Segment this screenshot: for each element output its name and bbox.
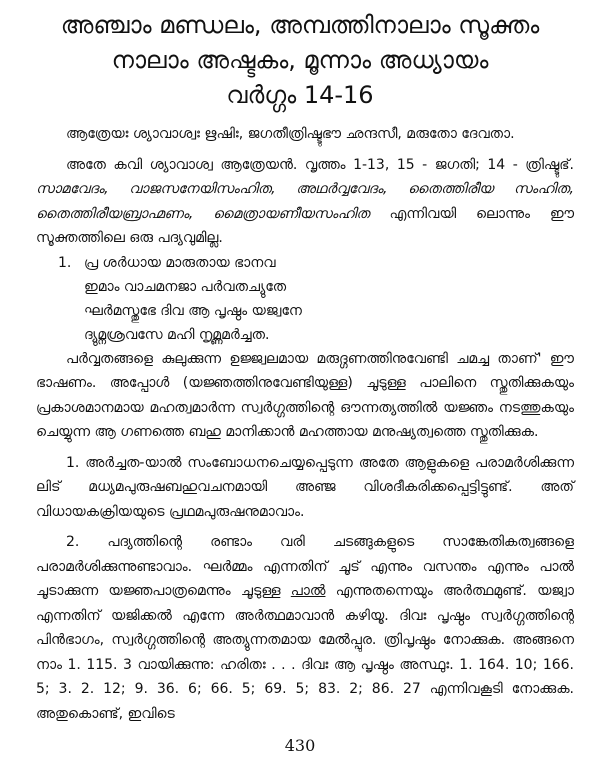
- commentary-paragraph-2: 1. അർച്ചത-യാൽ സംബോധനചെയ്യപ്പെടുന്ന അതേ ആളുകളെ പരാമർശിക്കുന്ന ലിട് മധ്യമപുരുഷബഹുവചനമായി അഞ്ജ വിശദീകരിക്കപ്പെട്ടിട്ടുണ്ട്. അത് വിധായകക്രിയയുടെ പ്രഥമപുരുഷനുമാവാം.: [36, 454, 574, 520]
- heading-ashtaka: നാലാം അഷ്ടകം, മൂന്നാം അധ്യായം: [111, 46, 489, 74]
- intro-p2-start: അതേ കവി ശ്യാവാശ്വ ആത്രേയൻ. വൃത്തം 1-13, 15 - ജഗതി; 14 - ത്രിഷ്ടുഭ്.: [66, 156, 574, 173]
- verse-line-3: ഘർമസ്തുഭേ ദിവ ആ പൃഷ്ഠം യജ്വനേ: [84, 302, 302, 319]
- underlined-word: പാൽ: [290, 583, 326, 599]
- intro-paragraph-1: ആത്രേയഃ ശ്യാവാശ്വഃ ഋഷിഃ, ജഗതീത്രിഷ്ടുഭൗ ഛന്ദസീ, മരുതോ ദേവതാ.: [66, 126, 515, 142]
- body-text: [36, 122, 574, 726]
- verse-number: 1.: [58, 254, 72, 271]
- intro-paragraph-2: [36, 153, 574, 251]
- verse-line-4: ദ്യുമ്നശ്രവസേ മഹി നൃമ്ണമർച്ചത.: [84, 326, 270, 343]
- heading-mandala: അഞ്ചാം മണ്ഡലം, അമ്പത്തിനാലാം സൂക്തം: [60, 11, 540, 39]
- verse-line-1: 1. പ്ര ശർധായ മാരുതായ ഭാനവ: [58, 251, 574, 275]
- intro-p2-italic-sources: സാമവേദം, വാജസനേയിസംഹിത, അഥർവ്വവേദം, തൈത്തിരീയ സംഹിത, തൈത്തിരീയബ്രാഹ്മണം, മൈത്രായണീയസംഹിത: [36, 181, 574, 222]
- verse-line-2: ഇമാം വാചമനജാ പർവതച്യുതേ: [84, 278, 287, 295]
- verse-block: [36, 251, 574, 347]
- intro-p2-end: എന്നിവയി ലൊന്നും ഈ സൂക്തത്തിലെ ഒരു പദ്യവുമില്ല.: [36, 205, 575, 246]
- commentary-paragraph-3: 2. പദ്യത്തിന്റെ രണ്ടാം വരി ചടങ്ങുകളുടെ സാങ്കേതികത്വങ്ങളെ പരാമർശിക്കുന്നുണ്ടാവാം. ഘർമ്മം എന്നതിന് ചൂട് എന്നും വസന്തം എന്നും പാൽ ചൂടാക്കുന്ന യജ്ഞപാത്രമെന്നും ചൂടുള്ള പാൽ എന്നുതന്നെയും അർത്ഥമുണ്ട്. യജ്വാ എന്നതിന് യജിക്കൽ എന്നേ അർത്ഥമാവാൻ കഴിയൂ. ദിവഃ പൃഷ്ഠം സ്വർഗ്ഗത്തിന്റെ പിൻഭാഗം, സ്വർഗ്ഗത്തിന്റെ അത്യുന്നതമായ മേൽപ്പുര. ത്രിപൃഷ്ഠം നോക്കുക. അങ്ങനെ നാം 1. 115. 3 വായിക്കുന്നു: ഹരിതഃ . . . ദിവഃ ആ പൃഷ്ഠം അസ്ഥുഃ. 1. 164. 10; 166. 5; 3. 2. 12; 9. 36. 6; 66. 5; 69. 5; 83. 2; 86. 27 എന്നിവകൂടി നോക്കുക. അതുകൊണ്ട്, ഇവിടെ: [36, 534, 574, 722]
- heading-varga: വർഗ്ഗം 14-16: [226, 81, 374, 109]
- page-number: 430: [284, 736, 316, 755]
- commentary-paragraph-1: പർവ്വതങ്ങളെ കുലുക്കുന്ന ഉജ്ജ്വലമായ മരുദ്ഗണത്തിനുവേണ്ടി ചമച്ച താണ്' ഈ ഭാഷണം. അപ്പോൾ (യജ്ഞത്തിനുവേണ്ടിയുള്ള) ചൂടുള്ള പാലിനെ സ്തുതിക്കുകയും പ്രകാശമാനമായ മഹത്വമാർന്ന സ്വർഗ്ഗത്തിന്റെ ഔന്നത്യത്തിൽ യജ്ഞം നടത്തുകയും ചെയ്യുന്ന ആ ഗണത്തെ ബഹു മാനിക്കാൻ മഹത്തായ മനുഷ്യത്വത്തെ സ്തുതിക്കുക.: [36, 350, 574, 440]
